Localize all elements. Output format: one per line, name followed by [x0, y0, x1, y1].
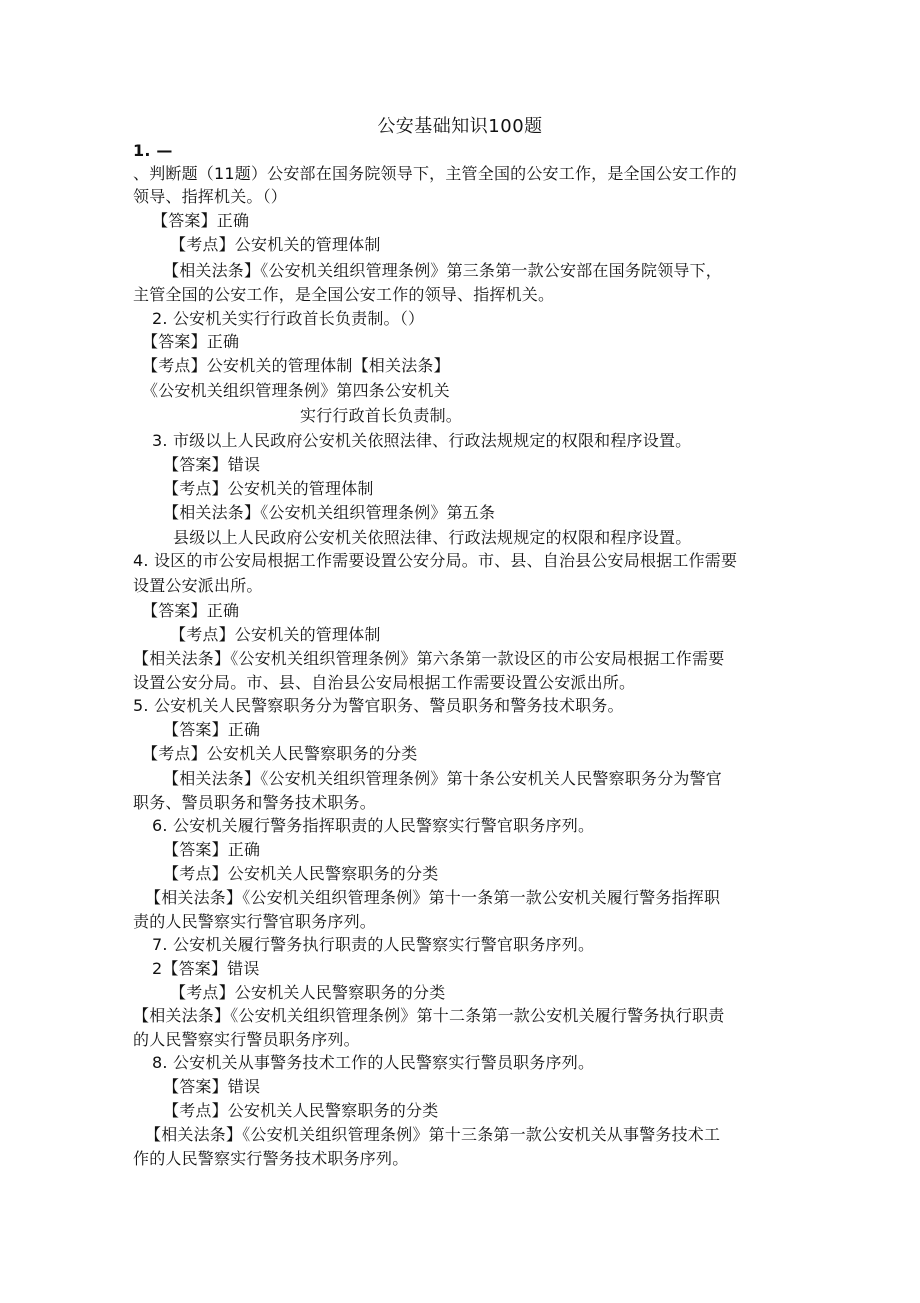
text-line: 县级以上人民政府公安机关依照法律、行政法规规定的权限和程序设置。 — [173, 528, 692, 547]
text-line: 主管全国的公安工作，是全国公安工作的领导、指挥机关。 — [133, 285, 555, 304]
text-line: 【答案】错误 — [163, 455, 261, 474]
text-line: 7. 公安机关履行警务执行职责的人民警察实行警官职务序列。 — [152, 935, 595, 954]
text-line: 2【答案】错误 — [152, 959, 260, 978]
text-line: 《公安机关组织管理条例》第四条公安机关 — [142, 381, 450, 400]
text-line: 实行行政首长负责制。 — [300, 406, 463, 425]
text-line: 【答案】正确 — [163, 840, 261, 859]
text-line: 【考点】公安机关的管理体制 — [163, 479, 374, 498]
text-line: 【考点】公安机关人民警察职务的分类 — [163, 864, 439, 883]
text-line: 5. 公安机关人民警察职务分为警官职务、警员职务和警务技术职务。 — [133, 696, 624, 715]
text-line: 【相关法条】《公安机关组织管理条例》第十条公安机关人民警察职务分为警官 — [163, 769, 723, 788]
text-line: 2. 公安机关实行行政首长负责制。（） — [152, 309, 425, 328]
text-line: 【考点】公安机关人民警察职务的分类 — [170, 983, 446, 1002]
text-line: 3. 市级以上人民政府公安机关依照法律、行政法规规定的权限和程序设置。 — [152, 431, 692, 450]
text-line: 【考点】公安机关人民警察职务的分类 — [163, 1101, 439, 1120]
text-line: 【答案】正确 — [152, 211, 250, 230]
text-line: 【答案】正确 — [142, 332, 240, 351]
text-line: 6. 公安机关履行警务指挥职责的人民警察实行警官职务序列。 — [152, 816, 595, 835]
text-line: 领导、指挥机关。（） — [133, 187, 288, 206]
text-line: 【考点】公安机关的管理体制 — [170, 625, 381, 644]
text-line: 【答案】正确 — [142, 601, 240, 620]
text-line: 8. 公安机关从事警务技术工作的人民警察实行警员职务序列。 — [152, 1053, 595, 1072]
text-line: 、判断题（11题）公安部在国务院领导下，主管全国的公安工作，是全国公安工作的 — [133, 164, 737, 183]
text-line: 【考点】公安机关的管理体制 — [170, 235, 381, 254]
text-line: 【考点】公安机关人民警察职务的分类 — [142, 744, 418, 763]
text-line: 【相关法条】《公安机关组织管理条例》第三条第一款公安部在国务院领导下， — [163, 261, 723, 280]
text-line: 1. — — [133, 141, 173, 160]
text-line: 【答案】正确 — [163, 720, 261, 739]
text-line: 【相关法条】《公安机关组织管理条例》第五条 — [163, 503, 496, 522]
text-line: 【相关法条】《公安机关组织管理条例》第十一条第一款公安机关履行警务指挥职 — [145, 888, 721, 907]
text-line: 【相关法条】《公安机关组织管理条例》第六条第一款设区的市公安局根据工作需要 — [133, 649, 725, 668]
text-line: 职务、警员职务和警务技术职务。 — [133, 793, 377, 812]
text-line: 设置公安派出所。 — [133, 576, 263, 595]
text-line: 【答案】错误 — [163, 1077, 261, 1096]
text-line: 设置公安分局。市、县、自治县公安局根据工作需要设置公安派出所。 — [133, 673, 636, 692]
text-line: 作的人民警察实行警务技术职务序列。 — [133, 1149, 409, 1168]
text-line: 【相关法条】《公安机关组织管理条例》第十二条第一款公安机关履行警务执行职责 — [133, 1006, 725, 1025]
text-line: 责的人民警察实行警官职务序列。 — [133, 912, 377, 931]
text-line: 【考点】公安机关的管理体制【相关法条】 — [142, 356, 450, 375]
text-line: 【相关法条】《公安机关组织管理条例》第十三条第一款公安机关从事警务技术工 — [145, 1125, 721, 1144]
text-line: 的人民警察实行警员职务序列。 — [133, 1030, 360, 1049]
text-line: 4. 设区的市公安局根据工作需要设置公安分局。市、县、自治县公安局根据工作需要 — [133, 551, 738, 570]
document-title: 公安基础知识100题 — [377, 116, 543, 137]
